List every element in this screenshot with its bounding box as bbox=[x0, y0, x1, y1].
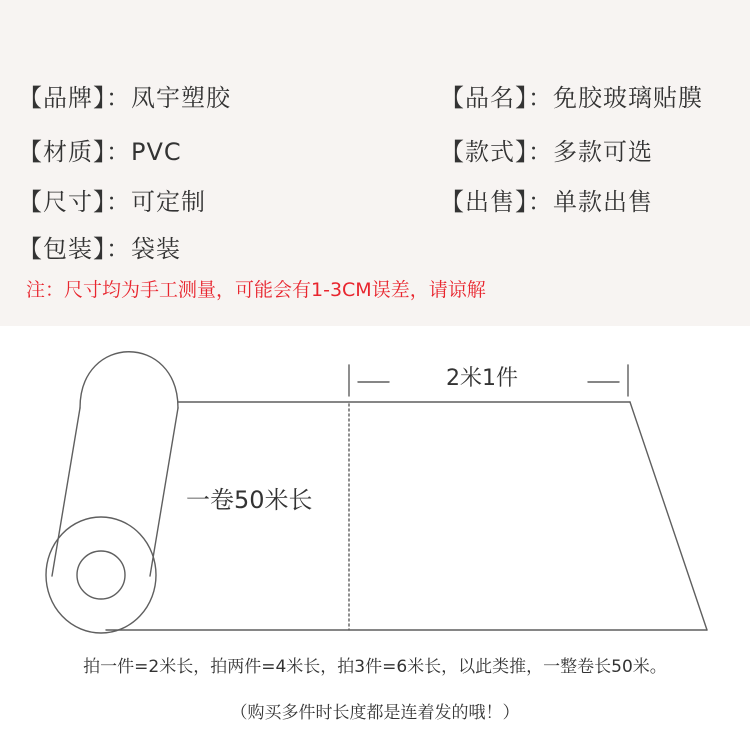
film-roll-illustration bbox=[0, 326, 750, 651]
roll-length-diagram bbox=[0, 326, 750, 651]
roll-core-circle bbox=[77, 551, 125, 599]
roll-right-edge bbox=[150, 408, 178, 576]
sale-spec: 【出售】：单款出售 bbox=[440, 188, 653, 216]
roll-top-curve bbox=[80, 352, 178, 408]
two-meter-piece-label: 2米1件 bbox=[446, 366, 518, 391]
roll-left-edge bbox=[52, 408, 80, 576]
size-spec: 【尺寸】：可定制 bbox=[18, 188, 206, 216]
film-right-edge bbox=[630, 402, 707, 630]
product-spec-panel bbox=[0, 0, 750, 326]
brand-spec: 【品牌】：凤宇塑胶 bbox=[18, 84, 231, 112]
material-spec: 【材质】：PVC bbox=[18, 138, 182, 166]
purchase-rule-text: 拍一件=2米长，拍两件=4米长，拍3件=6米长，以此类推，一整卷长50米。 bbox=[83, 657, 667, 677]
product-name-spec: 【品名】：免胶玻璃贴膜 bbox=[440, 84, 703, 112]
packaging-spec: 【包装】：袋装 bbox=[18, 235, 181, 263]
continuous-shipping-note: （购买多件时长度都是连着发的哦！） bbox=[230, 703, 520, 723]
roll-length-label: 一卷50米长 bbox=[186, 486, 313, 514]
style-spec: 【款式】：多款可选 bbox=[440, 138, 653, 166]
roll-end-circle bbox=[46, 517, 156, 633]
measurement-note: 注：尺寸均为手工测量，可能会有1-3CM误差，请谅解 bbox=[26, 279, 486, 301]
